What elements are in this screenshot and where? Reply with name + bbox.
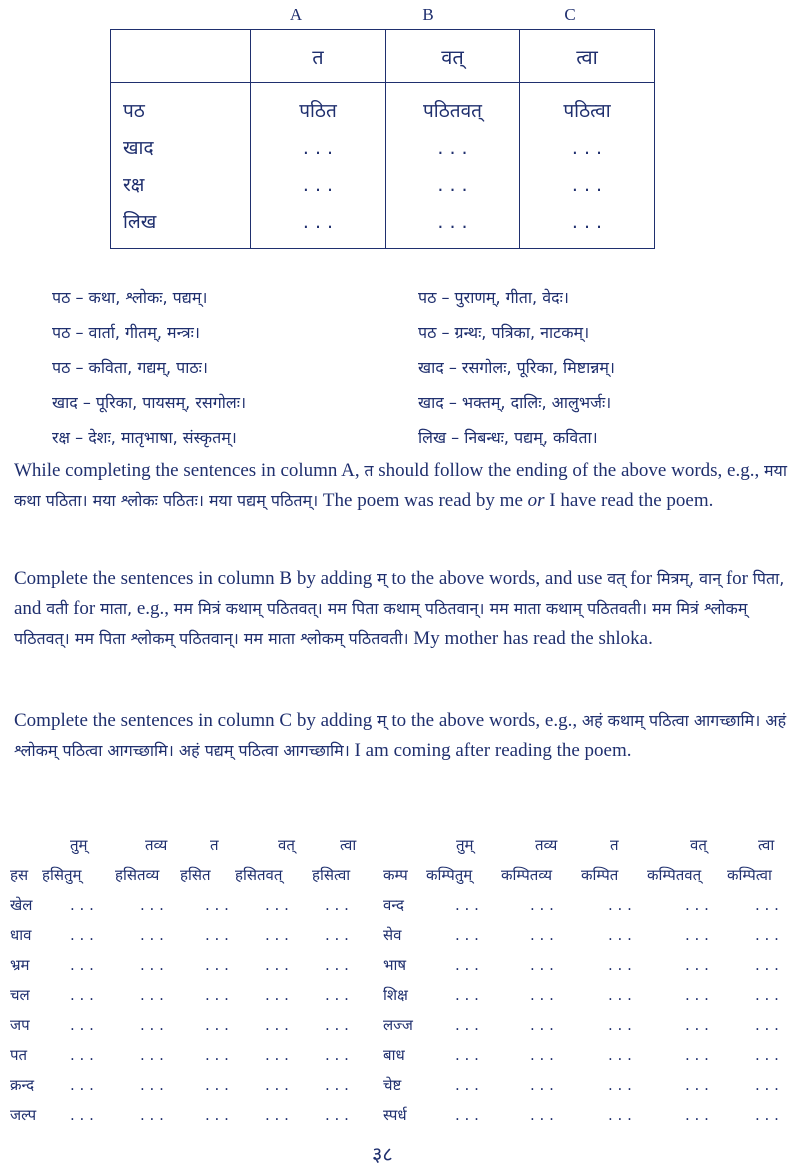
blank-placeholder: . . . bbox=[755, 956, 779, 974]
blank-placeholder: . . . bbox=[530, 896, 554, 914]
exercise-grid bbox=[10, 830, 790, 1130]
table-header-row bbox=[111, 30, 655, 83]
blank-placeholder: . . . bbox=[140, 1106, 164, 1124]
blank-placeholder: . . . bbox=[70, 1046, 94, 1064]
verb-root: वन्द bbox=[383, 896, 404, 914]
cell: पठित bbox=[299, 100, 337, 122]
header-ta: त bbox=[251, 30, 386, 83]
text-segment: मित्रम्, वान् bbox=[656, 569, 722, 588]
text-segment: म् bbox=[377, 711, 387, 730]
pair-item: पठ – पुराणम्, गीता, वेदः। bbox=[418, 288, 569, 307]
verb-item: पठ bbox=[123, 100, 145, 122]
blank-placeholder: . . . bbox=[755, 926, 779, 944]
blank-placeholder: . . . bbox=[70, 1076, 94, 1094]
verb-root: जल्प bbox=[10, 1106, 37, 1124]
verb-list bbox=[111, 83, 251, 249]
verb-item: लिख bbox=[123, 211, 157, 233]
blank-placeholder: . . . bbox=[205, 896, 229, 914]
blank-placeholder: . . . bbox=[265, 956, 289, 974]
cell: पठितवत् bbox=[423, 100, 482, 122]
cell: . . . bbox=[437, 174, 468, 196]
suffix-label: त्वा bbox=[758, 836, 775, 854]
text-segment: to the above words, and use bbox=[391, 568, 603, 589]
blank-placeholder: . . . bbox=[205, 986, 229, 1004]
example-cell: हसितव्य bbox=[115, 866, 160, 884]
text-segment: for bbox=[73, 598, 96, 619]
suffix-label: तुम् bbox=[70, 836, 88, 854]
blank-placeholder: . . . bbox=[265, 1076, 289, 1094]
blank-placeholder: . . . bbox=[608, 1076, 632, 1094]
blank-placeholder: . . . bbox=[685, 1016, 709, 1034]
blank-placeholder: . . . bbox=[685, 956, 709, 974]
example-cell: कम्पितव्य bbox=[501, 866, 553, 884]
verb-root: बाध bbox=[383, 1046, 405, 1064]
text-segment: मम मित्रं कथाम् पठितवत्। मम पिता कथाम् पठितवान्। मम माता कथाम् पठितवती। मम मित्रं श्लोकम् पठितवत्। मम पिता श्लोकम् पठितवान्। मम माता श्लोकम् पठितवती। bbox=[14, 599, 748, 648]
blank-placeholder: . . . bbox=[530, 956, 554, 974]
example-row bbox=[10, 860, 790, 890]
blank-placeholder: . . . bbox=[70, 956, 94, 974]
blank-placeholder: . . . bbox=[755, 1046, 779, 1064]
blank-placeholder: . . . bbox=[608, 1106, 632, 1124]
blank-placeholder: . . . bbox=[608, 926, 632, 944]
column-a-cells bbox=[251, 83, 386, 249]
text-segment: I have read the poem. bbox=[549, 490, 714, 511]
blank-placeholder: . . . bbox=[455, 1076, 479, 1094]
verb-item: खाद bbox=[123, 137, 154, 159]
pair-item: खाद – पूरिका, पायसम्, रसगोलः। bbox=[52, 393, 247, 412]
blank-placeholder: . . . bbox=[140, 896, 164, 914]
text-segment: My mother has read the shloka. bbox=[413, 628, 653, 649]
verb-root: स्पर्ध bbox=[383, 1106, 407, 1124]
text-segment: to the above words, e.g., bbox=[391, 710, 578, 731]
blank-placeholder: . . . bbox=[755, 896, 779, 914]
blank-placeholder: . . . bbox=[325, 1076, 349, 1094]
blank-placeholder: . . . bbox=[685, 926, 709, 944]
exercise-row bbox=[10, 1100, 790, 1130]
pair-item: रक्ष – देशः, मातृभाषा, संस्कृतम्। bbox=[52, 428, 237, 447]
verb-root: चल bbox=[10, 986, 30, 1004]
pair-item: पठ – कथा, श्लोकः, पद्यम्। bbox=[52, 288, 208, 307]
instruction-column-b bbox=[14, 564, 790, 654]
text-segment: वत् bbox=[607, 569, 626, 588]
verb-root: चेष्ट bbox=[383, 1076, 402, 1094]
blank-placeholder: . . . bbox=[140, 1046, 164, 1064]
exercise-row bbox=[10, 920, 790, 950]
cell: . . . bbox=[437, 211, 468, 233]
blank-placeholder: . . . bbox=[608, 956, 632, 974]
suffix-row bbox=[10, 830, 790, 860]
column-c-cells bbox=[520, 83, 655, 249]
blank-placeholder: . . . bbox=[685, 896, 709, 914]
blank-placeholder: . . . bbox=[140, 956, 164, 974]
column-letter-c: C bbox=[564, 5, 576, 24]
blank-placeholder: . . . bbox=[530, 1016, 554, 1034]
verb-forms-table bbox=[110, 29, 655, 249]
blank-placeholder: . . . bbox=[205, 1076, 229, 1094]
word-pairs-left bbox=[52, 280, 246, 455]
word-pairs-right bbox=[418, 280, 615, 455]
cell: पठित्वा bbox=[563, 100, 611, 122]
text-segment: Complete the sentences in column B by adding bbox=[14, 568, 373, 589]
verb-root: धाव bbox=[10, 926, 32, 944]
blank-placeholder: . . . bbox=[325, 896, 349, 914]
exercise-row bbox=[10, 890, 790, 920]
blank-placeholder: . . . bbox=[455, 1046, 479, 1064]
suffix-label: त्वा bbox=[340, 836, 357, 854]
pair-item: पठ – कविता, गद्यम्, पाठः। bbox=[52, 358, 208, 377]
cell: . . . bbox=[571, 174, 603, 196]
suffix-label: वत् bbox=[690, 836, 707, 854]
blank-placeholder: . . . bbox=[70, 1106, 94, 1124]
blank-placeholder: . . . bbox=[325, 956, 349, 974]
text-segment: and bbox=[14, 598, 42, 619]
blank-placeholder: . . . bbox=[755, 1076, 779, 1094]
example-cell: हसित्वा bbox=[312, 866, 351, 884]
text-segment: or bbox=[527, 490, 545, 511]
blank-placeholder: . . . bbox=[608, 896, 632, 914]
blank-placeholder: . . . bbox=[608, 1046, 632, 1064]
blank-placeholder: . . . bbox=[70, 986, 94, 1004]
blank-placeholder: . . . bbox=[140, 1076, 164, 1094]
cell: . . . bbox=[302, 174, 334, 196]
blank-placeholder: . . . bbox=[685, 1106, 709, 1124]
text-segment: for bbox=[725, 568, 748, 589]
verb-root: भ्रम bbox=[10, 956, 30, 974]
blank-placeholder: . . . bbox=[70, 1016, 94, 1034]
text-segment: for bbox=[629, 568, 653, 589]
blank-placeholder: . . . bbox=[455, 1106, 479, 1124]
verb-root: खेल bbox=[10, 896, 33, 914]
text-segment: म् bbox=[377, 569, 387, 588]
cell: . . . bbox=[437, 137, 468, 159]
blank-placeholder: . . . bbox=[265, 1106, 289, 1124]
verb-root: जप bbox=[10, 1016, 30, 1034]
blank-placeholder: . . . bbox=[755, 1106, 779, 1124]
pair-item: पठ – वार्ता, गीतम्, मन्त्रः। bbox=[52, 323, 200, 342]
cell: . . . bbox=[571, 211, 603, 233]
blank-placeholder: . . . bbox=[325, 1106, 349, 1124]
blank-placeholder: . . . bbox=[265, 926, 289, 944]
cell: . . . bbox=[571, 137, 603, 159]
text-segment: त bbox=[364, 461, 374, 480]
verb-root: लज्ज bbox=[383, 1016, 413, 1034]
example-cell: हसित bbox=[180, 866, 211, 884]
blank-placeholder: . . . bbox=[325, 1016, 349, 1034]
blank-placeholder: . . . bbox=[325, 926, 349, 944]
blank-placeholder: . . . bbox=[685, 986, 709, 1004]
verb-root: शिक्ष bbox=[383, 986, 408, 1004]
cell: . . . bbox=[302, 211, 334, 233]
example-cell: कम्पित्वा bbox=[727, 866, 772, 884]
exercise-row bbox=[10, 1070, 790, 1100]
blank-placeholder: . . . bbox=[70, 896, 94, 914]
verb-root: भाष bbox=[383, 956, 407, 974]
blank-placeholder: . . . bbox=[140, 926, 164, 944]
column-b-cells bbox=[386, 83, 520, 249]
text-segment: The poem was read by me bbox=[322, 490, 523, 511]
blank-placeholder: . . . bbox=[265, 1046, 289, 1064]
blank-placeholder: . . . bbox=[455, 896, 479, 914]
column-letter-a: A bbox=[289, 5, 303, 24]
column-letter-b: B bbox=[422, 5, 434, 24]
blank-placeholder: . . . bbox=[205, 926, 229, 944]
exercise-rows bbox=[10, 890, 790, 1130]
instruction-column-c bbox=[14, 706, 790, 766]
blank-placeholder: . . . bbox=[685, 1046, 709, 1064]
text-segment: अहं कथाम् पठित्वा आगच्छामि। अहं श्लोकम् पठित्वा आगच्छामि। अहं पद्यम् पठित्वा आगच्छामि। bbox=[14, 711, 787, 760]
blank-placeholder: . . . bbox=[455, 1016, 479, 1034]
verb-root: क्रन्द bbox=[10, 1076, 35, 1094]
blank-placeholder: . . . bbox=[685, 1076, 709, 1094]
blank-placeholder: . . . bbox=[205, 956, 229, 974]
blank-placeholder: . . . bbox=[530, 1106, 554, 1124]
cell: . . . bbox=[302, 137, 334, 159]
blank-placeholder: . . . bbox=[530, 986, 554, 1004]
exercise-row bbox=[10, 1040, 790, 1070]
blank-placeholder: . . . bbox=[265, 1016, 289, 1034]
blank-placeholder: . . . bbox=[455, 986, 479, 1004]
blank-placeholder: . . . bbox=[608, 986, 632, 1004]
text-segment: I am coming after reading the poem. bbox=[354, 740, 632, 761]
verb-root: पत bbox=[10, 1046, 28, 1064]
instruction-column-a bbox=[14, 456, 790, 516]
page-number: ३८ bbox=[372, 1142, 393, 1166]
blank-placeholder: . . . bbox=[455, 956, 479, 974]
text-segment: मया कथा पठिता। मया श्लोकः पठितः। मया पद्यम् पठितम्। bbox=[14, 461, 787, 510]
text-segment: माता, bbox=[100, 599, 133, 618]
blank-placeholder: . . . bbox=[205, 1016, 229, 1034]
blank-placeholder: . . . bbox=[755, 986, 779, 1004]
example-cell: हस bbox=[10, 866, 29, 884]
text-segment: should follow the ending of the above words, e.g., bbox=[378, 460, 760, 481]
blank-placeholder: . . . bbox=[205, 1106, 229, 1124]
example-cell: कम्पितवत् bbox=[647, 866, 702, 884]
blank-placeholder: . . . bbox=[530, 1046, 554, 1064]
blank-placeholder: . . . bbox=[455, 926, 479, 944]
blank-placeholder: . . . bbox=[530, 1076, 554, 1094]
blank-placeholder: . . . bbox=[530, 926, 554, 944]
suffix-label: तव्य bbox=[145, 836, 168, 854]
pair-item: खाद – रसगोलः, पूरिका, मिष्टान्नम्। bbox=[418, 358, 615, 377]
text-segment: वती bbox=[46, 599, 69, 618]
text-segment: While completing the sentences in column A, bbox=[14, 460, 360, 481]
text-segment: Complete the sentences in column C by adding bbox=[14, 710, 373, 731]
example-cell: हसितुम् bbox=[42, 866, 82, 884]
example-cell: कम्प bbox=[383, 866, 408, 884]
blank-placeholder: . . . bbox=[755, 1016, 779, 1034]
blank-placeholder: . . . bbox=[325, 986, 349, 1004]
blank-placeholder: . . . bbox=[608, 1016, 632, 1034]
suffix-label: तव्य bbox=[535, 836, 558, 854]
text-segment: पिता, bbox=[752, 569, 785, 588]
blank-placeholder: . . . bbox=[140, 1016, 164, 1034]
exercise-row bbox=[10, 950, 790, 980]
verb-item: रक्ष bbox=[123, 174, 145, 196]
header-vat: वत् bbox=[386, 30, 520, 83]
header-blank bbox=[111, 30, 251, 83]
example-cell: कम्पितुम् bbox=[426, 866, 473, 884]
blank-placeholder: . . . bbox=[70, 926, 94, 944]
header-tva: त्वा bbox=[520, 30, 655, 83]
suffix-label: त bbox=[610, 836, 619, 854]
blank-placeholder: . . . bbox=[325, 1046, 349, 1064]
text-segment: e.g., bbox=[136, 598, 170, 619]
blank-placeholder: . . . bbox=[205, 1046, 229, 1064]
table-body-row bbox=[111, 83, 655, 249]
blank-placeholder: . . . bbox=[140, 986, 164, 1004]
suffix-label: तुम् bbox=[456, 836, 474, 854]
pair-item: लिख – निबन्धः, पद्यम्, कविता। bbox=[418, 428, 598, 447]
example-cell: कम्पित bbox=[581, 866, 619, 884]
example-cell: हसितवत् bbox=[235, 866, 283, 884]
exercise-row bbox=[10, 1010, 790, 1040]
exercise-row bbox=[10, 980, 790, 1010]
verb-root: सेव bbox=[383, 926, 402, 944]
suffix-label: वत् bbox=[278, 836, 295, 854]
blank-placeholder: . . . bbox=[265, 896, 289, 914]
suffix-label: त bbox=[210, 836, 219, 854]
pair-item: खाद – भक्तम्, दालिः, आलुभर्जः। bbox=[418, 393, 612, 412]
pair-item: पठ – ग्रन्थः, पत्रिका, नाटकम्। bbox=[418, 323, 590, 342]
blank-placeholder: . . . bbox=[265, 986, 289, 1004]
